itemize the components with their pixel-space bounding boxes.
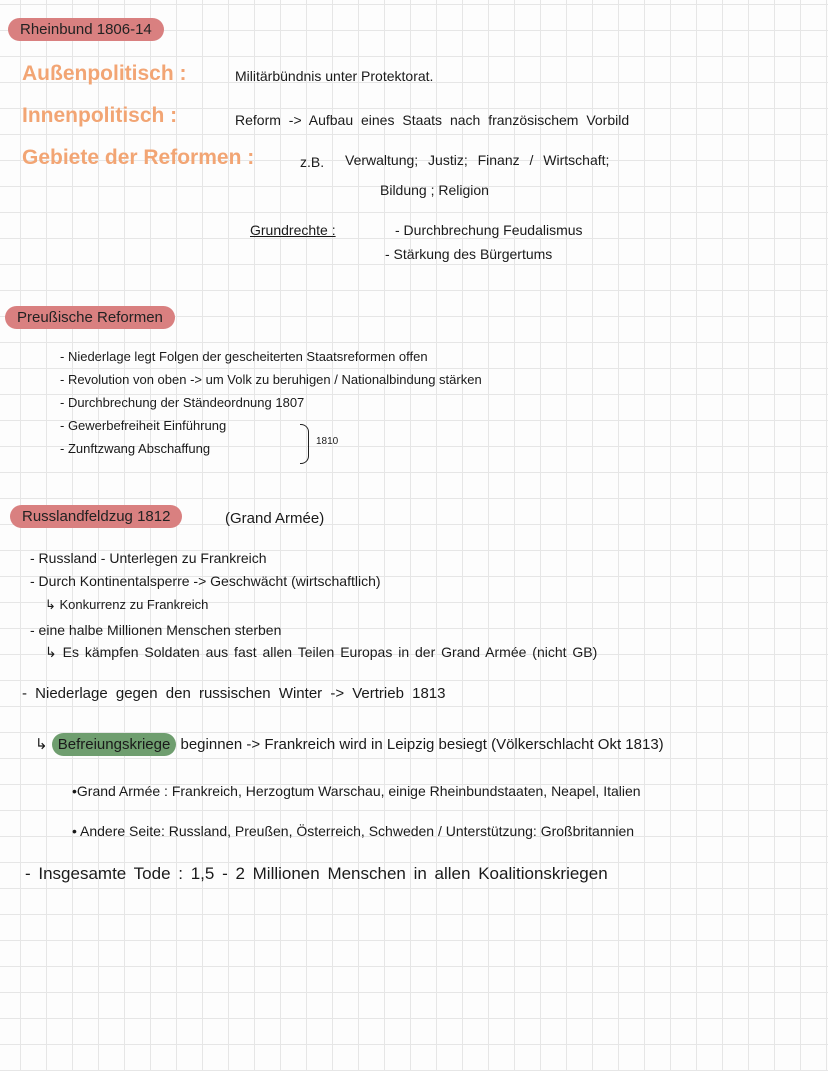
list-item: - Niederlage legt Folgen der gescheiterten Staatsreformen offen — [60, 349, 428, 364]
list-item: - Gewerbefreiheit Einführung — [60, 418, 227, 433]
subtitle-grand-armee: (Grand Armée) — [225, 510, 325, 527]
list-item: ↳ Konkurrenz zu Frankreich — [45, 597, 209, 612]
list-item: - Revolution von oben -> um Volk zu beruhigen / Nationalbindung stärken — [60, 372, 482, 387]
text-innenpolitisch: Reform -> Aufbau eines Staats nach französischem Vorbild — [235, 112, 630, 128]
label-innenpolitisch: Innenpolitisch : — [22, 104, 178, 127]
befreiung-text: beginnen -> Frankreich wird in Leipzig besiegt (Völkerschlacht Okt 1813) — [180, 736, 664, 753]
brace-year: 1810 — [316, 436, 339, 447]
brace — [300, 424, 309, 464]
list-item-grand-armee: •Grand Armée : Frankreich, Herzogtum Warschau, einige Rheinbundstaaten, Neapel, Italien — [72, 783, 641, 799]
section-title-russlandfeldzug: Russlandfeldzug 1812 — [10, 505, 182, 528]
text-aussenpolitisch: Militärbündnis unter Protektorat. — [235, 68, 434, 84]
list-item: - Russland - Unterlegen zu Frankreich — [30, 550, 267, 566]
list-item: - Durchbrechung der Ständeordnung 1807 — [60, 395, 305, 410]
section-title-rheinbund: Rheinbund 1806-14 — [8, 18, 164, 41]
list-item: - Niederlage gegen den russischen Winter -> Vertrieb 1813 — [22, 685, 446, 702]
text-zb: z.B. — [300, 154, 325, 170]
label-gebiete: Gebiete der Reformen : — [22, 146, 255, 169]
text-gebiete-1: Verwaltung; Justiz; Finanz / Wirtschaft; — [345, 152, 610, 168]
arrow-icon: ↳ — [35, 736, 48, 753]
total-deaths: - Insgesamte Tode : 1,5 - 2 Millionen Menschen in allen Koalitionskriegen — [25, 864, 608, 883]
list-item-andere-seite: • Andere Seite: Russland, Preußen, Österreich, Schweden / Unterstützung: Großbritannien — [72, 823, 635, 839]
list-item: - eine halbe Millionen Menschen sterben — [30, 622, 282, 638]
list-item: - Durch Kontinentalsperre -> Geschwächt (wirtschaftlich) — [30, 573, 381, 589]
label-aussenpolitisch: Außenpolitisch : — [22, 62, 187, 85]
highlight-befreiungskriege: Befreiungskriege — [52, 733, 177, 756]
section-title-preussische-reformen: Preußische Reformen — [5, 306, 175, 329]
befreiung-line — [35, 736, 664, 754]
text-gebiete-2: Bildung ; Religion — [380, 182, 489, 198]
label-grundrechte: Grundrechte : — [250, 222, 336, 238]
list-item: ↳ Es kämpfen Soldaten aus fast allen Teilen Europas in der Grand Armée (nicht GB) — [45, 644, 598, 660]
text-grundrechte-1: - Durchbrechung Feudalismus — [395, 222, 583, 238]
list-item: - Zunftzwang Abschaffung — [60, 441, 211, 456]
text-grundrechte-2: - Stärkung des Bürgertums — [385, 246, 553, 262]
